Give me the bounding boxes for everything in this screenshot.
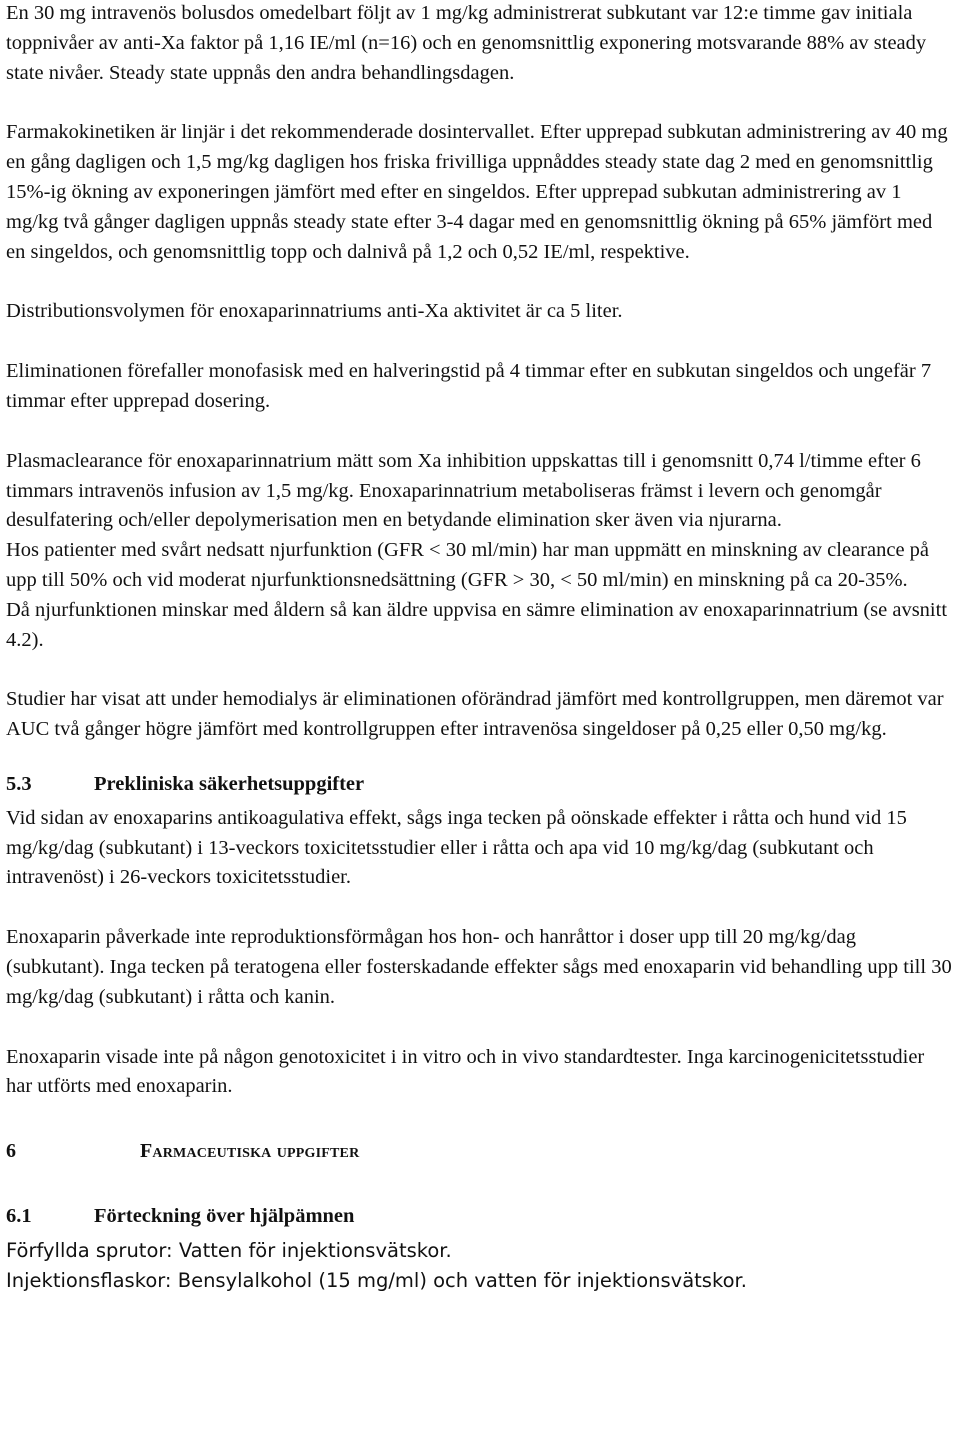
section-heading-5-3 — [6, 770, 954, 800]
list-item: Förfyllda sprutor: Vatten för injektionsvätskor. — [6, 1238, 452, 1262]
list-item: Injektionsflaskor: Bensylalkohol (15 mg/ml) och vatten för injektionsvätskor. — [6, 1268, 747, 1292]
paragraph-elderly: Då njurfunktionen minskar med åldern så kan äldre uppvisa en sämre elimination av enoxaparinnatrium (se avsnitt 4.2). — [6, 598, 948, 651]
paragraph-genotoxicity: Enoxaparin visade inte på någon genotoxicitet i in vitro och in vivo standardtester. Inga karcinogenicitetsstudier har utförts med enoxaparin. — [6, 1045, 925, 1098]
section-number: 6 — [6, 1140, 16, 1163]
paragraph-plasma-clearance: Plasmaclearance för enoxaparinnatrium mätt som Xa inhibition uppskattas till i genomsnitt 0,74 l/timme efter 6 timmars intravenös infusion av 1,5 mg/kg. Enoxaparinnatrium metaboliseras främst i levern och genomgår desulfatering och/eller depolymerisation men en betydande elimination sker även via njurarna. — [6, 449, 921, 532]
section-title: Farmaceutiska uppgifter — [140, 1140, 360, 1163]
paragraph-pharmacokinetics: Farmakokinetiken är linjär i det rekommenderade dosintervallet. Efter upprepad subkutan administrering av 40 mg en gång dagligen och 1,5 mg/kg dagligen hos friska frivilliga uppnåddes steady state dag 2 med en genomsnittlig 15%-ig ökning av exponeringen jämfört med efter en singeldos. Efter upprepad subkutan administrering av 1 mg/kg två gånger dagligen uppnås steady state efter 3-4 dagar med en genomsnittlig ökning på 65% jämfört med en singeldos, och genomsnittlig topp och dalnivå på 1,2 och 0,52 IE/ml, respektive. — [6, 121, 948, 263]
paragraph-preclinical-toxicity: Vid sidan av enoxaparins antikoagulativa effekt, sågs inga tecken på oönskade effekter i råtta och hund vid 15 mg/kg/dag (subkutant) i 13-veckors toxicitetsstudier eller i råtta och apa vid 10 mg/kg/dag (subkutant och intravenöst) i 26-veckors toxicitetsstudier. — [6, 806, 907, 889]
paragraph-renal-impairment: Hos patienter med svårt nedsatt njurfunktion (GFR < 30 ml/min) har man uppmätt en minskning av clearance på upp till 50% och vid moderat njurfunktionsnedsättning (GFR > 30, < 50 ml/min) en minskning på ca 20-35%. — [6, 539, 930, 591]
paragraph-initial-levels: En 30 mg intravenös bolusdos omedelbart följt av 1 mg/kg administrerat subkutant var 12:e timme gav initiala toppnivåer av anti-Xa faktor på 1,16 IE/ml (n=16) och en genomsnittlig exponering motsvarande 88% av steady state nivåer. Steady state uppnås den andra behandlingsdagen. — [6, 2, 927, 84]
section-title: Förteckning över hjälpämnen — [94, 1204, 355, 1227]
paragraph-distribution-volume: Distributionsvolymen för enoxaparinnatriums anti-Xa aktivitet är ca 5 liter. — [6, 300, 623, 323]
section-heading-6-1 — [6, 1202, 954, 1232]
section-number: 6.1 — [6, 1204, 32, 1227]
section-number: 5.3 — [6, 772, 32, 795]
excipient-list — [6, 1236, 954, 1296]
section-title: Prekliniska säkerhetsuppgifter — [94, 772, 365, 795]
paragraph-elimination: Eliminationen förefaller monofasisk med en halveringstid på 4 timmar efter en subkutan singeldos och ungefär 7 timmar efter upprepad dosering. — [6, 360, 932, 412]
paragraph-reproduction: Enoxaparin påverkade inte reproduktionsförmågan hos hon- och hanråttor i doser upp till 20 mg/kg/dag (subkutant). Inga tecken på teratogena eller fosterskadande effekter sågs med enoxaparin vid behandling upp till 30 mg/kg/dag (subkutant) i råtta och kanin. — [6, 926, 952, 1008]
section-heading-6 — [6, 1137, 954, 1167]
paragraph-hemodialysis: Studier har visat att under hemodialys är eliminationen oförändrad jämfört med kontrollgruppen, men däremot var AUC två gånger högre jämfört med kontrollgruppen efter intravenösa singeldoser på 0,25 eller 0,50 mg/kg. — [6, 688, 944, 741]
